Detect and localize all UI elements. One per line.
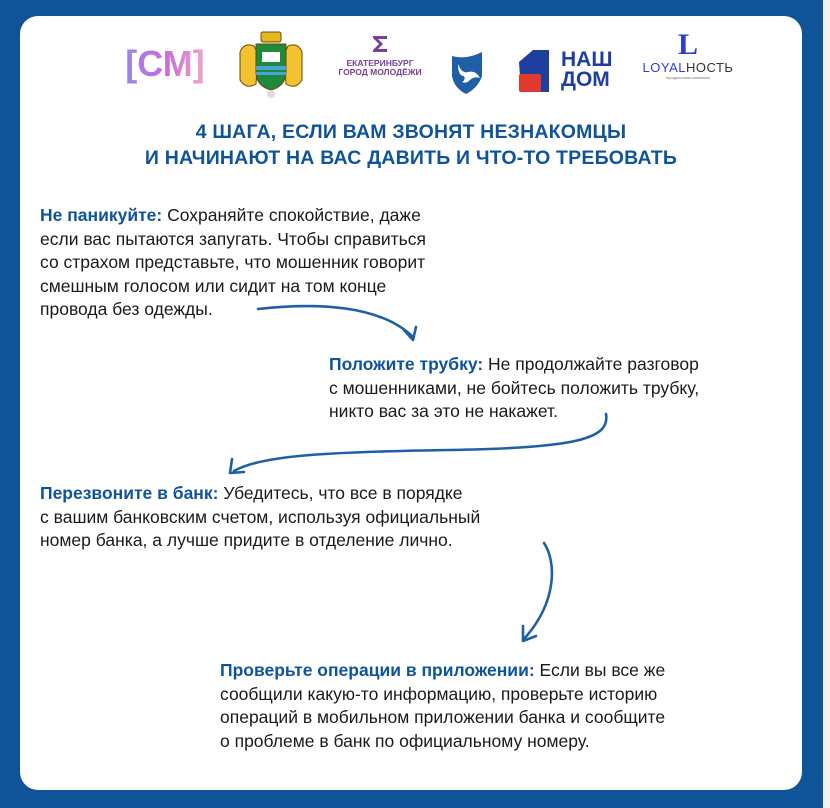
step-arrows [20, 16, 802, 790]
step-3-heading: Перезвоните в банк: [40, 483, 219, 503]
arrow-step1-to-step2-icon [258, 306, 416, 340]
arrow-step2-to-step3-icon [230, 414, 606, 473]
title-line-1: 4 ШАГА, ЕСЛИ ВАМ ЗВОНЯТ НЕЗНАКОМЦЫ [195, 121, 627, 143]
step-1-heading: Не паникуйте: [40, 205, 163, 225]
step-3-line-1: Убедитесь, что все в порядке [218, 483, 463, 503]
youth-logo-line2: ГОРОД МОЛОДЁЖИ [338, 67, 422, 77]
content-card [20, 16, 802, 790]
step-1-line-3: со страхом представьте, что мошенник говорит [40, 252, 426, 272]
step-1-line-5: провода без одежды. [40, 299, 213, 319]
step-1-line-4: смешным голосом или сидит на том конце [40, 275, 387, 296]
loyalnost-mark: L [677, 28, 698, 61]
title-line-2: И НАЧИНАЮТ НА ВАС ДАВИТЬ И ЧТО-ТО ТРЕБОВАТЬ [144, 147, 678, 169]
loyalnost-tagline: юридическая компания [666, 75, 710, 80]
arrow-step3-to-step4-icon [523, 543, 552, 641]
step-4-line-2: сообщили какую-то информацию, проверьте историю [220, 683, 658, 704]
loyalnost-wordmark-a: LOYAL [642, 60, 686, 75]
step-2-heading: Положите трубку: [329, 354, 484, 374]
step-3-line-2: с вашим банковским счетом, используя официальный [40, 506, 481, 527]
nash-dom-line2: ДОМ [561, 68, 610, 91]
step-3-line-3: номер банка, а лучше придите в отделение лично. [40, 530, 453, 550]
youth-logo-line1: ЕКАТЕРИНБУРГ [346, 58, 414, 68]
step-2-line-1: Не продолжайте разговор [483, 354, 699, 374]
step-1-line-1: Сохраняйте спокойствие, даже [162, 205, 421, 225]
step-4-line-4: о проблеме в банк по официальному номеру. [220, 730, 590, 751]
loyalnost-wordmark-b: НОСТЬ [686, 60, 734, 75]
step-2-line-2: с мошенниками, не бойтесь положить трубку, [329, 377, 700, 398]
step-1-line-2: если вас пытаются запугать. Чтобы справиться [40, 228, 427, 249]
sm-logo-text: [СМ] [125, 43, 205, 84]
step-4-line-3: операций в мобильном приложении банка и сообщите [220, 707, 666, 727]
step-4-heading: Проверьте операции в приложении: [220, 660, 535, 680]
nash-dom-line1: НАШ [561, 48, 613, 71]
step-2-line-3: никто вас за это не накажет. [329, 401, 558, 421]
step-4-line-1: Если вы все же [534, 660, 666, 680]
